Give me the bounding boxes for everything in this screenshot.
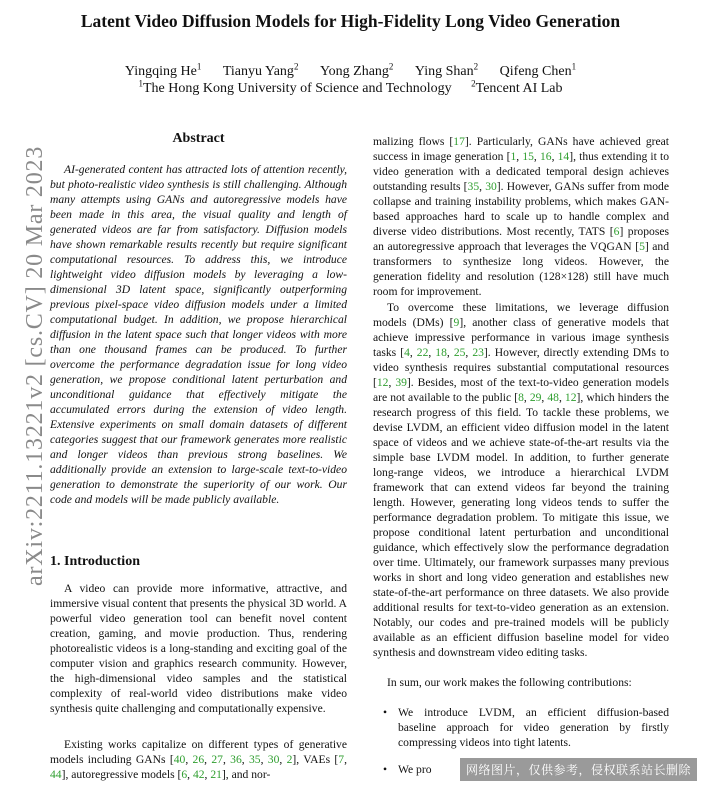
citation-link[interactable]: 16 <box>539 150 552 163</box>
citation-link[interactable]: 9 <box>453 316 460 329</box>
author-list <box>0 61 701 80</box>
citation-link[interactable]: 14 <box>557 150 570 163</box>
abstract-body: AI-generated content has attracted lots of attention recently, but photo-realistic video synthesis is still challenging. Although many attempts using GANs and autoregressive models have been made in this area, the visual quality and length of generated videos are far from satisfactory. Diffusion models have shown remarkable results recently but require significant computational resources. To address this, we introduce lightweight video diffusion models by leveraging a low-dimensional 3D latent space, significantly outperforming previous pixel-space video diffusion models under a limited computational budget. In addition, we propose hierarchical diffusion in the latent space such that longer videos with more than one thousand frames can be produced. To further overcome the performance degradation issue for long video generation, we propose conditional latent perturbation and unconditional guidance that effectively mitigate the accumulated errors during the extension of video length. Extensive experiments on small domain datasets of different categories suggest that our framework generates more realistic and longer videos than previous strong baselines. We additionally provide an extension to large-scale text-to-video generation to demonstrate the superiority of our work. Our code and models will be made publicly available. <box>50 163 347 506</box>
right-paragraph-3: In sum, our work makes the following contributions: <box>387 676 632 689</box>
bullet-marker: • <box>383 763 388 776</box>
citation-link[interactable]: 8 <box>518 391 524 404</box>
citation-link[interactable]: 12 <box>376 376 389 389</box>
affiliation-list <box>0 78 701 97</box>
citation-link[interactable]: 26 <box>192 753 205 766</box>
citation-link[interactable]: 42 <box>192 768 205 781</box>
author: Yong Zhang$^2$ <box>319 61 394 79</box>
citation-link[interactable]: 12 <box>564 391 577 404</box>
author: Tianyu Yang$^2$ <box>222 61 299 79</box>
citation-link[interactable]: 4 <box>404 346 410 359</box>
citation-link[interactable]: 17 <box>453 135 465 148</box>
paper-title: Latent Video Diffusion Models for High-Fidelity Long Video Generation <box>80 11 621 31</box>
citation-link[interactable]: 39 <box>395 376 407 389</box>
bullet-marker: • <box>383 706 388 719</box>
citation-link[interactable]: 40 <box>173 753 186 766</box>
citation-link[interactable]: 35 <box>248 753 261 766</box>
author: Qifeng Chen$^1$ <box>499 61 577 79</box>
author: Ying Shan$^2$ <box>414 61 479 79</box>
citation-link[interactable]: 30 <box>485 180 497 193</box>
citation-link[interactable]: 35 <box>467 180 480 193</box>
citation-link[interactable]: 48 <box>547 391 559 404</box>
abstract-heading: Abstract <box>172 131 225 146</box>
citation-link[interactable]: 25 <box>453 346 466 359</box>
citation-link[interactable]: 1 <box>510 150 517 163</box>
citation-link[interactable]: 22 <box>416 346 429 359</box>
bullet-text: We introduce LVDM, an efficient diffusion-based baseline approach for video generation by firstly compressing videos into tight latents. <box>398 706 669 749</box>
bullet-text: We pro <box>398 763 432 776</box>
citation-link[interactable]: 6 <box>181 768 188 781</box>
citation-link[interactable]: 2 <box>286 753 293 766</box>
citation-link[interactable]: 30 <box>267 753 280 766</box>
citation-link[interactable]: 23 <box>472 346 484 359</box>
citation-link[interactable]: 44 <box>50 768 62 781</box>
citation-link[interactable]: 21 <box>210 768 222 781</box>
citation-link[interactable]: 6 <box>613 225 620 238</box>
watermark-banner: 网络图片，仅供参考，侵权联系站长删除 <box>460 758 697 781</box>
citation-link[interactable]: 36 <box>230 753 242 766</box>
citation-link[interactable]: 29 <box>529 391 542 404</box>
intro-paragraph-1: A video can provide more informative, attractive, and immersive visual content that presents the physical 3D world. A powerful video generation tool can benefit novel content creation, gaming, and movie production. Thus, rendering photorealistic videos is a long-standing and exciting goal of the computer vision and graphics research community. However, the high-dimensional video samples and the statistical complexity of real-world video distributions make video synthesis quite challenging and computationally expensive. <box>50 582 347 715</box>
author: Yingqing He$^1$ <box>124 61 202 79</box>
citation-link[interactable]: 18 <box>435 346 447 359</box>
affiliation: $^1$The Hong Kong University of Science and Technology <box>138 78 452 96</box>
right-paragraph-2: To overcome these limitations, we leverage diffusion models (DMs) [9], another class of generative models that achieve impressive performance in various image synthesis tasks [4, 22, 18, 25, 23]. However, directly extending DMs to video synthesis requires substantial computational resources [12, 39]. Besides, most of the text-to-video generation models are not available to the public [8, 29, 48, 12], which hinders the research progress of this field. To tackle these problems, we devise LVDM, an efficient video diffusion model in the latent space of videos and we achieve state-of-the-art results via the simple base LVDM model. In addition, to further generate long-range videos, we introduce a hierarchical LVDM framework that can extend videos far beyond the training length. However, generating long videos tends to suffer the performance degradation problem. To mitigate this issue, we propose conditional latent perturbation and unconditional guidance, which effectively slow the performance degradation over time. Ultimately, our framework surpasses many previous works in short and long video generation and establishes new state-of-the-art performance on three datasets. We also provide additional results for text-to-video generation as an extension. Notably, our codes and pre-trained models will be publicly available as an efficient diffusion baseline model for video synthesis and downstream video editing tasks. <box>373 301 670 659</box>
right-paragraph-1: malizing flows [17]. Particularly, GANs have achieved great success in image generation [1, 15, 16, 14], thus extending it to video generation with a dedicated temporal design achieves outstanding results [35, 30]. However, GANs suffer from mode collapse and training instability problems, which makes GAN-based approaches hard to scale up to handle complex and diverse video distributions. Most recently, TATS [6] proposes an autoregressive approach that leverages the VQGAN [5] and transformers to synthesize long videos. However, the generation fidelity and resolution (128×128) still have much room for improvement. <box>373 135 670 298</box>
citation-link[interactable]: 27 <box>211 753 223 766</box>
section-heading-introduction: 1. Introduction <box>50 554 140 569</box>
arxiv-stamp: arXiv:2211.13221v2 [cs.CV] 20 Mar 2023 <box>22 145 48 586</box>
contribution-bullet <box>383 705 669 750</box>
citation-link[interactable]: 7 <box>338 753 345 766</box>
citation-link[interactable]: 15 <box>522 150 534 163</box>
affiliation: $^2$Tencent AI Lab <box>471 78 563 96</box>
citation-link[interactable]: 5 <box>639 240 645 253</box>
intro-paragraph-2: Existing works capitalize on different types of generative models including GANs [40, 26, 27, 36, 35, 30, 2], VAEs [7, 44], autoregressive models [6, 42, 21], and nor- <box>50 738 347 781</box>
